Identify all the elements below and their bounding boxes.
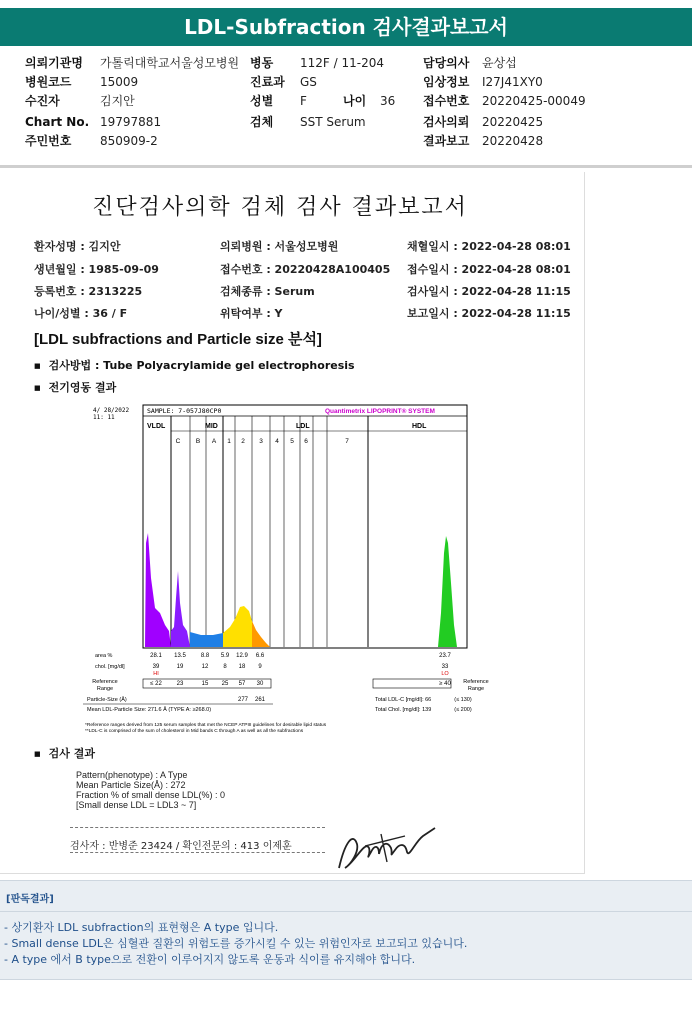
table-cell: 19	[176, 664, 184, 670]
lab-report	[0, 172, 585, 874]
band-label: 5	[290, 438, 294, 445]
receipt-datetime: 접수일시 : 2022-04-28 08:01	[407, 263, 571, 276]
report-title-bar	[0, 8, 692, 46]
header-row	[0, 54, 692, 72]
result-line: Pattern(phenotype) : A Type	[76, 770, 188, 780]
header-value: 김지안	[100, 94, 135, 108]
header-row	[0, 132, 692, 150]
band-label: C	[175, 438, 181, 445]
table-row-label: chol. [mg/dl]	[95, 664, 125, 670]
registration-number: 등록번호 : 2313225	[34, 285, 143, 298]
table-cell: 12.9	[236, 653, 248, 659]
header-label: 병동	[250, 56, 274, 70]
lipoprint-chart	[83, 403, 489, 734]
request-header	[0, 52, 692, 162]
chart-background	[83, 403, 469, 733]
table-row-label: area %	[95, 653, 113, 659]
header-label: 진료과	[250, 75, 285, 89]
psize-label: Particle-Size (Å)	[87, 697, 127, 703]
header-label: 의뢰기관명	[25, 56, 83, 70]
result-line: Fraction % of small dense LDL(%) : 0	[76, 790, 226, 800]
band-label: 3	[259, 438, 263, 445]
table-cell: 28.1	[150, 653, 162, 659]
table-cell: 23	[176, 681, 184, 687]
header-label: 담당의사	[423, 56, 470, 70]
ref-label-right: Range	[467, 686, 485, 692]
specimen-type: 검체종류 : Serum	[220, 285, 315, 298]
age-label: 나이	[343, 94, 367, 108]
header-label: 접수번호	[423, 94, 470, 108]
header-row	[0, 113, 692, 131]
lo-flag: LO	[441, 671, 449, 677]
dashed-divider	[70, 827, 325, 828]
header-value: 20220428	[482, 134, 544, 148]
header-value: F	[300, 94, 307, 108]
electrophoresis-label: ■ 전기영동 결과	[34, 379, 116, 395]
interpretation-panel	[0, 880, 692, 980]
table-cell: 9	[258, 664, 262, 670]
interpretation-line: - A type 에서 B type으로 전환이 이루어지지 않도록 운동과 식이를 유지해야 합니다.	[4, 953, 416, 966]
table-cell: 8.8	[200, 653, 210, 659]
table-cell: 39	[152, 664, 160, 670]
band-label: 4	[275, 438, 279, 445]
report-datetime: 보고일시 : 2022-04-28 11:15	[407, 307, 571, 320]
divider	[0, 911, 692, 912]
table-cell: 15	[201, 681, 209, 687]
age-value: 36	[380, 94, 396, 108]
total-ldl: Total LDL-C [mg/dl]: 66	[375, 697, 432, 703]
header-label: 임상정보	[423, 75, 470, 89]
header-value: 윤상섭	[482, 56, 517, 70]
header-label: 결과보고	[423, 134, 470, 148]
dashed-divider	[70, 852, 325, 853]
table-cell: 8	[223, 664, 227, 670]
header-value: 20220425	[482, 115, 544, 129]
total-ldl-ref: (≤ 130)	[454, 697, 472, 703]
table-cell: 23.7	[439, 653, 451, 659]
header-label: Chart No.	[25, 115, 90, 129]
receipt-number: 접수번호 : 20220428A100405	[220, 263, 391, 276]
table-cell: ≥ 40	[439, 681, 451, 687]
total-chol: Total Chol. [mg/dl]: 139	[375, 707, 432, 713]
header-row	[0, 92, 692, 110]
result-line: [Small dense LDL = LDL3 ~ 7]	[76, 800, 197, 810]
referring-hospital: 의뢰병원 : 서울성모병원	[220, 240, 339, 253]
consignment: 위탁여부 : Y	[220, 307, 283, 320]
checker-line: 검사자 : 반병준 23424 / 확인전문의 : 413 이제훈	[70, 841, 292, 852]
header-label: 병원코드	[25, 75, 72, 89]
header-label: 검사의뢰	[423, 115, 470, 129]
band-label: 6	[304, 438, 308, 445]
header-value: 112F / 11-204	[300, 56, 384, 70]
header-value: SST Serum	[300, 115, 366, 129]
header-label: 검체	[250, 115, 274, 129]
footnote: **LDL-C is comprised of the sum of cholesterol in Mid bands C through A as well as all the subfractions	[85, 729, 304, 734]
interpretation-line: - Small dense LDL은 심혈관 질환의 위험도를 증가시킬 수 있는 위험인자로 보고되고 있습니다.	[4, 937, 468, 950]
age-sex: 나이/성별 : 36 / F	[34, 307, 128, 320]
interpretation-title: [판독결과]	[6, 894, 54, 905]
ref-label-right: Reference	[463, 679, 489, 685]
lab-report-title: 진단검사의학 검체 검사 결과보고서	[92, 195, 468, 220]
result-line: Mean Particle Size(Å) : 272	[76, 780, 186, 790]
patient-name: 환자성명 : 김지안	[34, 240, 121, 253]
birth-date: 생년월일 : 1985-09-09	[34, 263, 159, 276]
band-label: 7	[345, 438, 349, 445]
collection-datetime: 채혈일시 : 2022-04-28 08:01	[407, 240, 571, 253]
table-cell: 18	[238, 664, 246, 670]
table-cell: 57	[238, 681, 246, 687]
header-value: 850909-2	[100, 134, 158, 148]
header-value: 19797881	[100, 115, 162, 129]
test-datetime: 검사일시 : 2022-04-28 11:15	[407, 285, 571, 298]
band-label: A	[211, 438, 217, 445]
chart-sample: SAMPLE: 7-057J80CP0	[147, 407, 222, 415]
section-title: [LDL subfractions and Particle size 분석]	[34, 331, 322, 348]
divider	[0, 165, 692, 168]
table-cell: 5.9	[220, 653, 230, 659]
signature-stroke	[365, 834, 405, 862]
header-label: 주민번호	[25, 134, 72, 148]
table-cell: 12	[201, 664, 209, 670]
table-cell: 33	[441, 664, 449, 670]
header-label: 성별	[250, 94, 274, 108]
interpretation-line: - 상기환자 LDL subfraction의 표현형은 A type 입니다.	[4, 921, 279, 934]
hi-flag: HI	[153, 671, 159, 677]
group-label: MID	[205, 423, 218, 430]
total-chol-ref: (≤ 200)	[454, 707, 472, 713]
group-label: VLDL	[147, 423, 166, 430]
signature	[335, 822, 440, 874]
psize-value: 277	[237, 697, 249, 703]
test-method: ■ 검사방법 : Tube Polyacrylamide gel electrophoresis	[34, 357, 355, 373]
ref-label: Range	[96, 686, 114, 692]
band-label: 1	[227, 438, 231, 445]
header-value: GS	[300, 75, 317, 89]
table-cell: 13.5	[174, 653, 186, 659]
table-cell: 6.6	[255, 653, 265, 659]
header-row	[0, 73, 692, 91]
header-label: 수진자	[25, 94, 60, 108]
table-cell: 25	[221, 681, 229, 687]
result-summary	[76, 770, 225, 810]
header-value: 가톨릭대학교서울성모병원	[100, 56, 240, 70]
band-label: 2	[241, 438, 245, 445]
header-value: I27J41XY0	[482, 75, 543, 89]
psize-value: 261	[254, 697, 266, 703]
chart-date: 4/ 28/2022	[93, 407, 130, 414]
report-title: LDL-Subfraction 검사결과보고서	[184, 15, 508, 39]
group-label: HDL	[412, 423, 427, 430]
table-cell: 30	[256, 681, 264, 687]
footnote: *Reference ranges derived from 125 serum samples that met the NCEP ATPIII guidelines for desirable lipid status	[85, 723, 327, 728]
table-cell: ≤ 22	[150, 681, 162, 687]
result-label: ■ 검사 결과	[34, 745, 95, 761]
header-value: 15009	[100, 75, 139, 89]
chart-brand: Quantimetrix LIPOPRINT® SYSTEM	[325, 408, 435, 415]
group-label: LDL	[296, 423, 310, 430]
chart-time: 11: 11	[93, 414, 115, 421]
mean-particle-size: Mean LDL-Particle Size: 271.6 Å (TYPE A: ≥268.0)	[87, 707, 212, 713]
band-label: B	[195, 438, 201, 445]
header-value: 20220425-00049	[482, 94, 586, 108]
ref-label: Reference	[92, 679, 118, 685]
